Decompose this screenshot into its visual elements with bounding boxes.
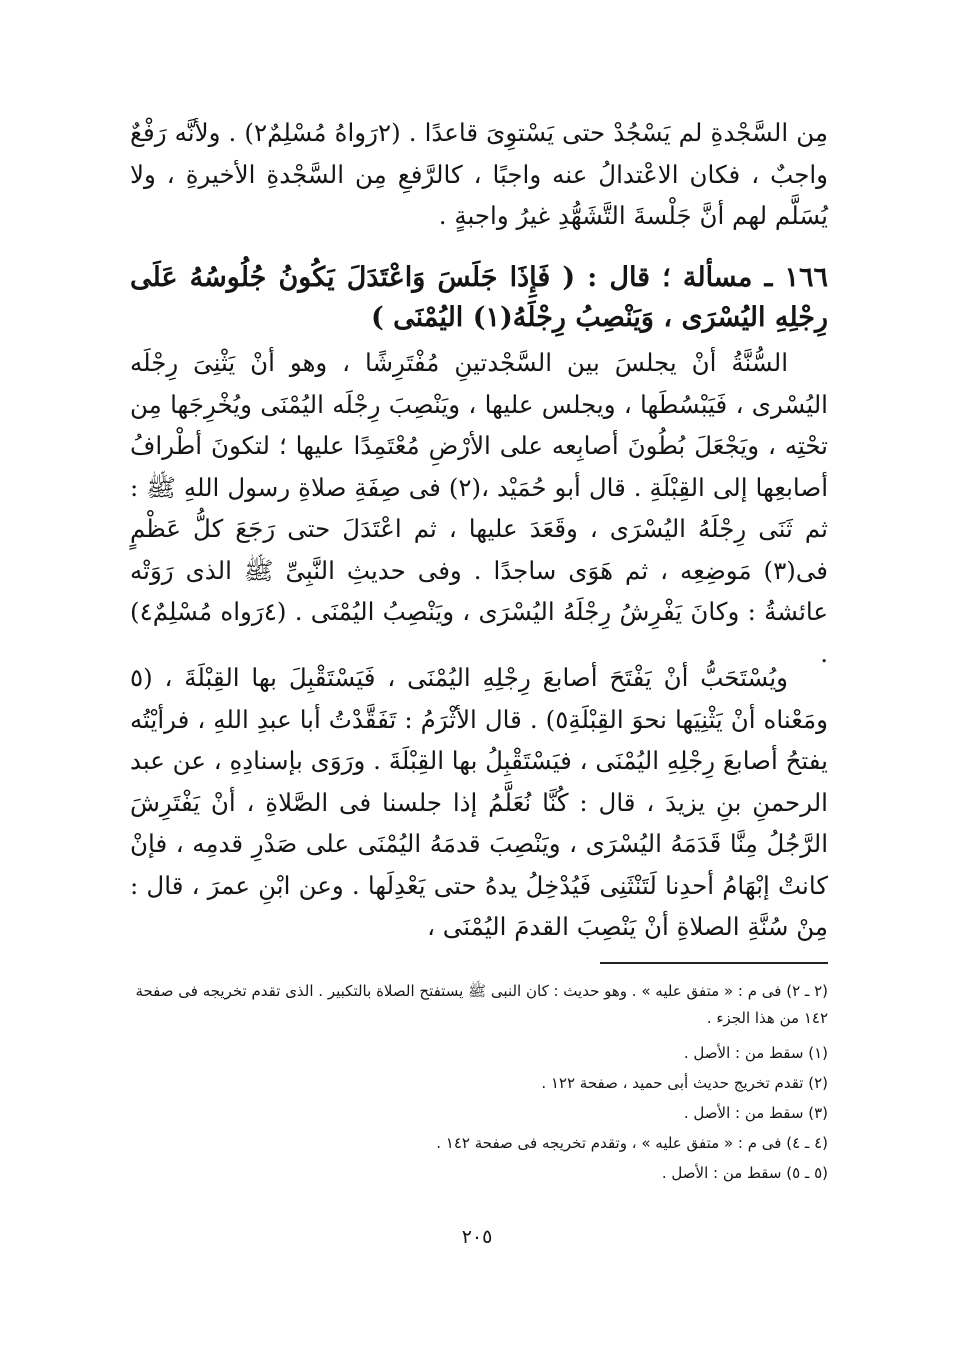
page-number: ٢٠٥ (461, 1226, 493, 1248)
paragraph-text: مِن السَّجْدةِ لم يَسْجُدْ حتى يَسْتوِىَ قاعدًا . (٢رَواهُ مُسْلِمٌ٢) . ولأنَّه رَفْعٌ واجبٌ ، فكان الاعْتدالُ عنه واجبًا ، كالرَّفعِ مِن السَّجْدةِ الأخيرةِ ، ولا يُسَلَّم لهم أنَّ جَلْسةَ التَّشَهُّدِ غيرُ واجبةٍ . (130, 118, 828, 230)
footnote: (٢) تقدم تخريج حديث أبى حميد ، صفحة ١٢٢ . (541, 1074, 828, 1092)
footnote: (٢ ـ ٢) فى م : « متفق عليه » . وهو حديث : كان النبى ﷺ يستفتح الصلاة بالتكبير . الذى تقدم تخريجه فى صفحة ١٤٢ من هذا الجزء . (135, 982, 828, 1027)
paragraph-continuation (130, 112, 828, 237)
paragraph-text: ويُسْتَحَبُّ أنْ يَفْتَحَ أصابعَ رِجْلِهِ اليُمْنَى ، فَيَسْتَقْبِلَ بها القِبْلَةَ ، (٥ ومَعْناه أنْ يَثْنِيَها نحوَ القِبْلَةِ٥) . قال الأثْرَمُ : تَفَقَّدْتُ أبا عبدِ اللهِ ، فرأيْتُه يفتحُ أصابعَ رِجْلِهِ اليُمْنَى ، فيَسْتَقْبِلُ بها القِبْلَةَ . ورَوَى بإسنادِهِ ، عن عبد الرحمنِ بنِ يزيدَ ، قال : كُنَّا نُعَلَّمُ إذا جلسنا فى الصَّلاةِ ، أنْ يَفْتَرِشَ الرَّجُلُ مِنَّا قَدَمَهُ اليُسْرَى ، ويَنْصِبَ قدمَهُ اليُمْنَى على صَدْرِ قدمِه ، فإنْ كانتْ إبْهَامُ أحدِنا لَتَنْثَنِى فَيُدْخِلُ يدهُ حتى يَعْدِلَها . وعن ابْنِ عمرَ ، قال : مِنْ سُنَّةِ الصلاةِ أنْ يَنْصِبَ القدمَ اليُمْنَى ، (130, 663, 828, 941)
section-heading (130, 258, 828, 338)
heading-text: ١٦٦ ـ مسألة ؛ قال : ( فَإِذَا جَلَسَ وَاعْتَدَلَ يَكُونُ جُلُوسُهُ عَلَى رِجْلِهِ اليُسْرَى ، وَيَنْصِبُ رِجْلَهُ(١) اليُمْنَى ) (130, 262, 828, 333)
footnote: (٥ ـ ٥) سقط من : الأصل . (661, 1164, 828, 1182)
footnote: (٣) سقط من : الأصل . (683, 1104, 828, 1122)
footnote-divider (600, 962, 828, 964)
footnote: (٤ ـ ٤) فى م : « متفق عليه » ، وتقدم تخريجه فى صفحة ١٤٢ . (436, 1134, 828, 1152)
footnotes (130, 978, 828, 1188)
paragraph-sunnah (130, 342, 828, 674)
paragraph-text: السُّنَّةُ أنْ يجلسَ بين السَّجْدتينِ مُفْتَرِشًا ، وهو أنْ يَثْنِىَ رِجْلَه اليُسْرى ، فَيَبْسُطَها ، ويجلس عليها ، ويَنْصِبَ رِجْلَه اليُمْنَى ويُخْرِجَها مِن تحْتِه ، ويَجْعَلَ بُطُونَ أصابِعه على الأرْضِ مُعْتَمِدًا عليها ؛ لتكونَ أطْرافُ أصابعِها إلى القِبْلَةِ . قال أبو حُمَيْد ،(٢) فى صِفَةِ صلاةِ رسول اللهِ ﷺ : ثم ثَنَى رِجْلَهُ اليُسْرَى ، وقَعَدَ عليها ، ثم اعْتَدَلَ حتى رَجَعَ كلُّ عَظْمٍ فى(٣) مَوضِعِه ، ثم هَوَى ساجدًا . وفى حديثِ النَّبِىِّ ﷺ الذى رَوَتْه عائشةُ : وكانَ يَفْرِشُ رِجْلَهُ اليُسْرَى ، ويَنْصِبُ اليُمْنَى . (٤رَواه مُسْلِمٌ٤) . (130, 348, 828, 668)
footnote: (١) سقط من : الأصل . (683, 1044, 828, 1062)
paragraph-mustahabb (130, 657, 828, 948)
